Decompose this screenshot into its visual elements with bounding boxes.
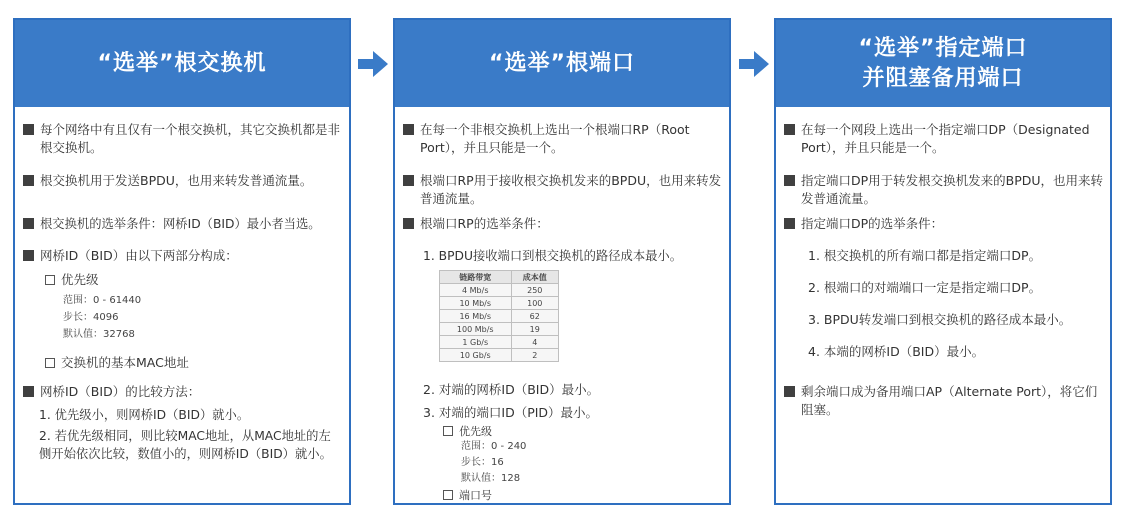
bullet-item: 根端口RP用于接收根交换机发来的BPDU，也用来转发普通流量。 xyxy=(403,172,723,208)
table-row: 100 Mb/s 19 xyxy=(440,323,559,336)
sub-item-priority: 优先级 xyxy=(443,423,492,441)
bullet-item: 每个网络中有且仅有一个根交换机，其它交换机都是非根交换机。 xyxy=(23,121,343,157)
square-bullet-icon xyxy=(784,386,795,397)
column-header: 成本值 xyxy=(511,271,558,284)
table-row: 4 Mb/s 250 xyxy=(440,284,559,297)
column-header: 链路带宽 xyxy=(440,271,512,284)
table-row: 10 Gb/s 2 xyxy=(440,349,559,362)
square-bullet-icon xyxy=(23,250,34,261)
square-bullet-icon xyxy=(784,175,795,186)
table-row: 10 Mb/s 100 xyxy=(440,297,559,310)
bullet-item: 指定端口DP的选举条件： xyxy=(784,215,1104,233)
checkbox-icon xyxy=(443,426,453,436)
compare-rule-2: 2. 若优先级相同，则比较MAC地址，从MAC地址的左侧开始依次比较，数值小的，则网桥ID（BID）就小。 xyxy=(39,429,332,461)
square-bullet-icon xyxy=(403,218,414,229)
bullet-item: 根交换机用于发送BPDU，也用来转发普通流量。 xyxy=(23,172,343,190)
bullet-item: 在每一个网段上选出一个指定端口DP（Designated Port），并且只能是一个。 xyxy=(784,121,1104,157)
bullet-item: 根交换机的选举条件：网桥ID（BID）最小者当选。 xyxy=(23,215,343,233)
panel-header xyxy=(776,20,1110,107)
bullet-item: 根端口RP的选举条件： xyxy=(403,215,723,233)
square-bullet-icon xyxy=(784,124,795,135)
panel-title-line2: 并阻塞备用端口 xyxy=(862,65,1024,91)
table-header-row xyxy=(440,271,559,284)
condition-2: 2. 根端口的对端端口一定是指定端口DP。 xyxy=(808,280,1042,295)
arrow-right-icon xyxy=(739,50,769,78)
square-bullet-icon xyxy=(784,218,795,229)
compare-rule-1: 1. 优先级小，则网桥ID（BID）就小。 xyxy=(39,408,250,422)
square-bullet-icon xyxy=(23,124,34,135)
condition-1: 1. 根交换机的所有端口都是指定端口DP。 xyxy=(808,248,1042,263)
bullet-item: 网桥ID（BID）的比较方法： xyxy=(23,383,343,401)
panel-title-line1: “选举”指定端口 xyxy=(858,35,1028,61)
priority-step: 步长：4096 xyxy=(63,312,119,323)
checkbox-icon xyxy=(443,490,453,500)
table-row: 1 Gb/s 4 xyxy=(440,336,559,349)
bullet-item: 指定端口DP用于转发根交换机发来的BPDU，也用来转发普通流量。 xyxy=(784,172,1104,208)
checkbox-icon xyxy=(45,275,55,285)
panel-designated-port xyxy=(774,18,1112,505)
square-bullet-icon xyxy=(23,386,34,397)
sub-item-port-number: 端口号 xyxy=(443,487,492,505)
panel-root-switch xyxy=(13,18,351,505)
sub-item-priority: 优先级 xyxy=(45,271,99,289)
priority-default: 默认值：128 xyxy=(461,473,521,484)
table-row: 16 Mb/s 62 xyxy=(440,310,559,323)
square-bullet-icon xyxy=(23,175,34,186)
bullet-item: 剩余端口成为备用端口AP（Alternate Port），将它们阻塞。 xyxy=(784,383,1104,419)
bullet-item: 网桥ID（BID）由以下两部分构成： xyxy=(23,247,343,265)
condition-4: 4. 本端的网桥ID（BID）最小。 xyxy=(808,344,985,359)
condition-2: 2. 对端的网桥ID（BID）最小。 xyxy=(423,382,600,397)
condition-3: 3. BPDU转发端口到根交换机的路径成本最小。 xyxy=(808,312,1072,327)
priority-default: 默认值：32768 xyxy=(63,329,135,340)
panel-header xyxy=(15,20,349,107)
panel-header xyxy=(395,20,729,107)
panel-root-port xyxy=(393,18,731,505)
checkbox-icon xyxy=(45,358,55,368)
cost-table xyxy=(439,270,559,362)
panel-title: “选举”根端口 xyxy=(489,50,635,76)
condition-1: 1. BPDU接收端口到根交换机的路径成本最小。 xyxy=(423,249,683,263)
panel-title: “选举”根交换机 xyxy=(97,50,267,76)
priority-range: 范围：0 - 240 xyxy=(461,441,527,452)
square-bullet-icon xyxy=(403,175,414,186)
priority-range: 范围：0 - 61440 xyxy=(63,295,142,306)
square-bullet-icon xyxy=(23,218,34,229)
bullet-item: 在每一个非根交换机上选出一个根端口RP（Root Port），并且只能是一个。 xyxy=(403,121,723,157)
priority-step: 步长：16 xyxy=(461,457,504,468)
sub-item-mac: 交换机的基本MAC地址 xyxy=(45,354,189,372)
square-bullet-icon xyxy=(403,124,414,135)
condition-3: 3. 对端的端口ID（PID）最小。 xyxy=(423,405,599,420)
arrow-right-icon xyxy=(358,50,388,78)
